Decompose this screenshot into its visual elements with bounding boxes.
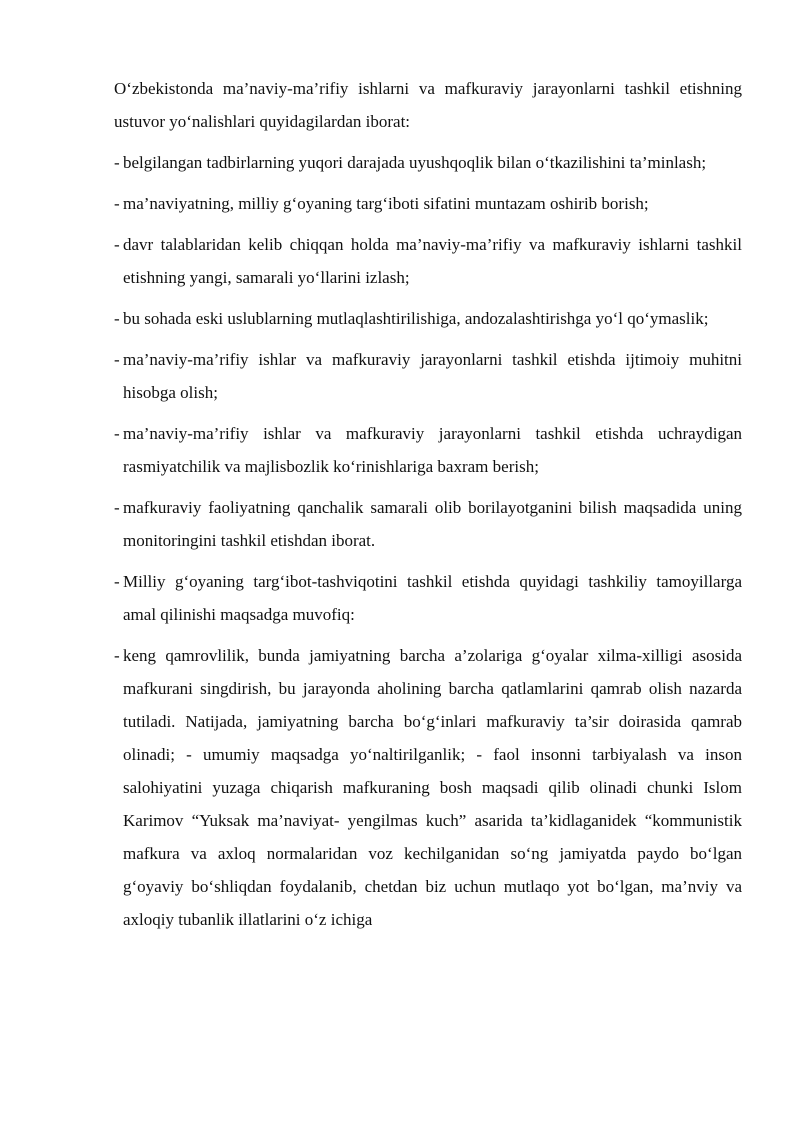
- bullet-dash: -: [114, 646, 120, 665]
- list-item-text: bu sohada eski uslublarning mutlaqlashtirilishiga, andozalashtirishga yo‘l qo‘ymaslik;: [123, 309, 709, 328]
- list-item: [114, 343, 742, 409]
- list-item: [114, 417, 742, 483]
- list-item: [114, 146, 742, 179]
- list-item-text: davr talablaridan kelib chiqqan holda ma’naviy-ma’rifiy va mafkuraviy ishlarni tashkil etishning yangi, samarali yo‘llarini izlash;: [123, 235, 742, 287]
- bullet-dash: -: [114, 235, 120, 254]
- bullet-dash: -: [114, 309, 120, 328]
- list-item: [114, 187, 742, 220]
- list-item-text: ma’naviyatning, milliy g‘oyaning targ‘iboti sifatini muntazam oshirib borish;: [123, 194, 649, 213]
- list-item-text: ma’naviy-ma’rifiy ishlar va mafkuraviy jarayonlarni tashkil etishda uchraydigan rasmiyatchilik va majlisbozlik ko‘rinishlariga baxram berish;: [123, 424, 742, 476]
- list-item-text: ma’naviy-ma’rifiy ishlar va mafkuraviy jarayonlarni tashkil etishda ijtimoiy muhitni hisobga olish;: [123, 350, 742, 402]
- list-item: [114, 302, 742, 335]
- list-item: [114, 565, 742, 631]
- bullet-dash: -: [114, 194, 120, 213]
- list-item-text: Milliy g‘oyaning targ‘ibot-tashviqotini tashkil etishda quyidagi tashkiliy tamoyillarga amal qilinishi maqsadga muvofiq:: [123, 572, 742, 624]
- bullet-dash: -: [114, 424, 120, 443]
- list-item: [114, 639, 742, 936]
- bullet-dash: -: [114, 153, 120, 172]
- list-item-text: mafkuraviy faoliyatning qanchalik samarali olib borilayotganini bilish maqsadida uning monitoringini tashkil etishdan iborat.: [123, 498, 742, 550]
- list-item: [114, 228, 742, 294]
- list-item-text: belgilangan tadbirlarning yuqori darajada uyushqoqlik bilan o‘tkazilishini ta’minlash;: [123, 153, 707, 172]
- bullet-dash: -: [114, 350, 120, 369]
- bullet-dash: -: [114, 498, 120, 517]
- list-item: [114, 491, 742, 557]
- list-item-text: keng qamrovlilik, bunda jamiyatning barcha a’zolariga g‘oyalar xilma-xilligi asosida mafkurani singdirish, bu jarayonda aholining barcha qatlamlarini qamrab olish nazarda tutiladi. Natijada, jamiyatning barcha bo‘g‘inlari mafkuraviy ta’sir doirasida qamrab olinadi; - umumiy maqsadga yo‘naltirilganlik; - faol insonni tarbiyalash va inson salohiyatini yuzaga chiqarish mafkuraning bosh maqsadi qilib olinadi chunki Islom Karimov “Yuksak ma’naviyat- yengilmas kuch” asarida ta’kidlaganidek “kommunistik mafkura va axloq normalaridan voz kechilganidan so‘ng jamiyatda paydo bo‘lgan g‘oyaviy bo‘shliqdan foydalanib, chetdan biz uchun mutlaqo yot bo‘lgan, ma’nviy va axloqiy tubanlik illatlarini o‘z ichiga: [123, 646, 742, 929]
- priority-list: [114, 146, 742, 936]
- bullet-dash: -: [114, 572, 120, 591]
- intro-paragraph: O‘zbekistonda ma’naviy-ma’rifiy ishlarni va mafkuraviy jarayonlarni tashkil etishning ustuvor yo‘nalishlari quyidagilardan iborat:: [114, 79, 742, 131]
